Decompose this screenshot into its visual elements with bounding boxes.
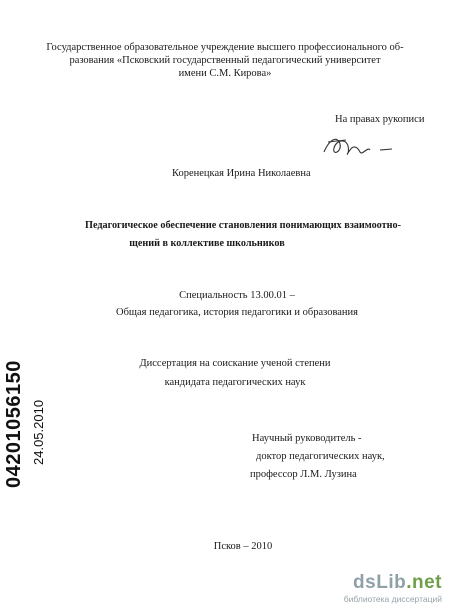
dslib-watermark-logo — [332, 572, 442, 612]
watermark-brand-suffix: .net — [406, 572, 442, 593]
institution-line-3: имени С.М. Кирова» — [178, 68, 272, 79]
degree-line-2: кандидата педагогических наук — [164, 377, 306, 388]
manuscript-rights: На правах рукописи — [335, 114, 425, 125]
advisor-role: Научный руководитель - — [252, 433, 362, 444]
advisor-degree: доктор педагогических наук, — [256, 451, 385, 462]
institution-line-1: Государственное образовательное учреждение высшего профессионального об- — [46, 42, 404, 53]
watermark-brand-prefix: dsLib — [353, 572, 407, 593]
specialty-name: Общая педагогика, история педагогики и образования — [116, 307, 358, 318]
dissertation-title-line-2: щений в коллективе школьников — [129, 238, 285, 249]
degree-line-1: Диссертация на соискание ученой степени — [139, 358, 331, 369]
watermark-subtitle: библиотека диссертаций — [343, 594, 442, 604]
watermark-brand — [332, 572, 442, 594]
author-name: Коренецкая Ирина Николаевна — [172, 168, 311, 179]
library-stamp-date: 24.05.2010 — [31, 399, 46, 465]
place-year: Псков – 2010 — [213, 541, 273, 552]
handwritten-signature — [320, 128, 400, 168]
institution-line-2: разования «Псковский государственный педагогический университет — [69, 55, 381, 66]
dissertation-title-line-1: Педагогическое обеспечение становления понимающих взаимоотно- — [85, 220, 401, 231]
library-stamp-number: 04201056150 — [3, 360, 25, 488]
specialty-code: Специальность 13.00.01 – — [179, 290, 295, 301]
advisor-name: профессор Л.М. Лузина — [250, 469, 357, 480]
